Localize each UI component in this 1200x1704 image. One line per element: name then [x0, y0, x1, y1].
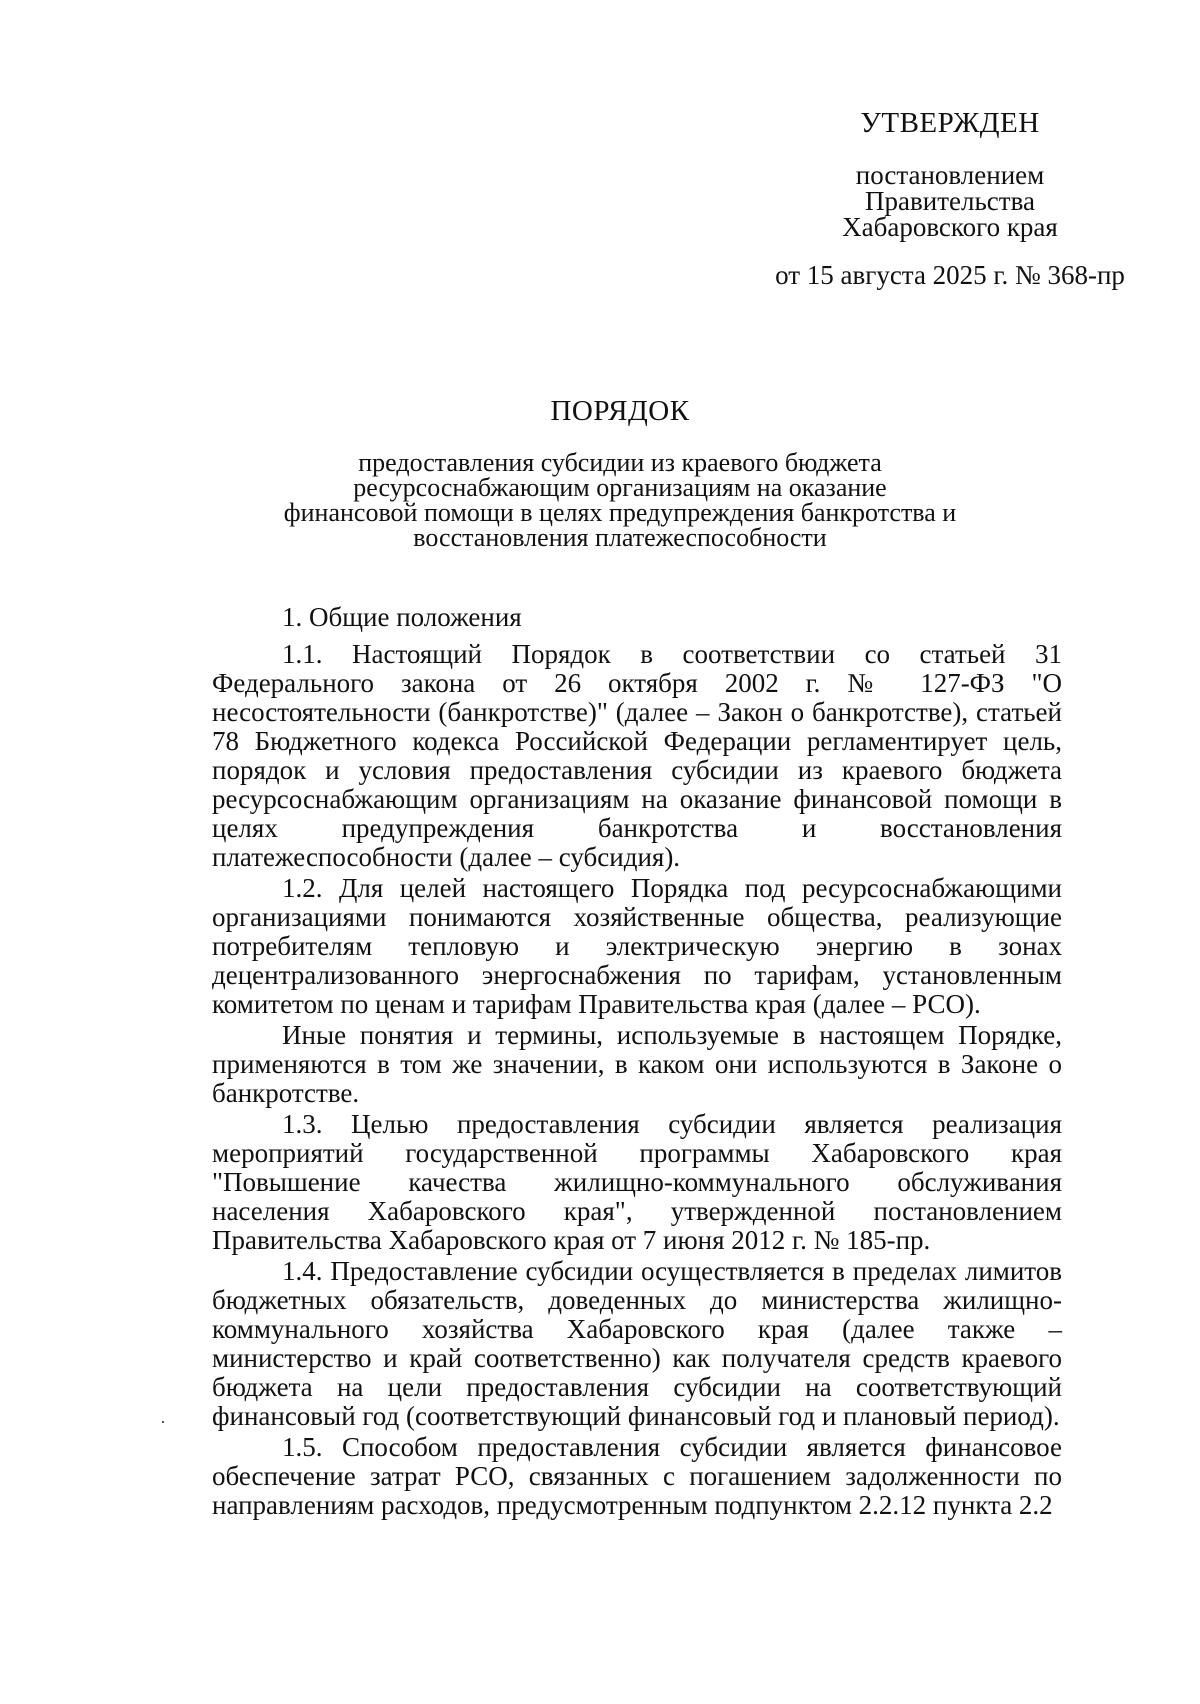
paragraph-terms: Иные понятия и термины, используемые в настоящем Порядке, применяются в том же значении, в каком они используются в Законе о банкротстве. — [212, 1020, 1062, 1108]
document-subtitle: предоставления субсидии из краевого бюджета ресурсоснабжающим организациям на оказание финансовой помощи в целях предупреждения банкротства и восстановления платежеспособности — [283, 448, 957, 552]
document-title: ПОРЯДОК — [550, 395, 690, 427]
paragraph-1-2: 1.2. Для целей настоящего Порядка под ресурсоснабжающими организациями понимаются хозяйственные общества, реализующие потребителям тепловую и электрическую энергию в зонах децентрализованного энергоснабжения по тарифам, установленным комитетом по ценам и тарифам Правительства края (далее – РСО). — [212, 873, 1062, 1019]
approval-line-3: Хабаровского края — [842, 212, 1058, 242]
approval-line-2: Правительства — [865, 186, 1035, 216]
paragraph-1-4: 1.4. Предоставление субсидии осуществляется в пределах лимитов бюджетных обязательств, доведенных до министерства жилищно-коммунального хозяйства Хабаровского края (далее также – министерство и край соответственно) как получателя средств краевого бюджета на цели предоставления субсидии на соответствующий финансовый год (соответствующий финансовый год и плановый период). — [212, 1256, 1062, 1431]
document-body — [212, 603, 1062, 1520]
approval-heading: УТВЕРЖДЕН — [860, 107, 1040, 139]
paragraph-1-1: 1.1. Настоящий Порядок в соответствии со статьей 31 Федерального закона от 26 октября 2002 г. № 127-ФЗ "О несостоятельности (банкротстве)" (далее – Закон о банкротстве), статьей 78 Бюджетного кодекса Российской Федерации регламентирует цель, порядок и условия предоставления субсидии из краевого бюджета ресурсоснабжающим организациям на оказание финансовой помощи в целях предупреждения банкротства и восстановления платежеспособности (далее – субсидия). — [212, 639, 1062, 872]
approval-stamp-block — [760, 107, 1140, 290]
paragraph-1-3: 1.3. Целью предоставления субсидии является реализация мероприятий государственной программы Хабаровского края "Повышение качества жилищно-коммунального обслуживания населения Хабаровского края", утвержденной постановлением Правительства Хабаровского края от 7 июня 2012 г. № 185-пр. — [212, 1109, 1062, 1255]
approval-date: от 15 августа 2025 г. № 368-пр — [775, 260, 1125, 290]
document-title-block — [230, 395, 1010, 550]
approval-line-1: постановлением — [855, 160, 1045, 190]
section-heading: 1. Общие положения — [282, 602, 522, 632]
scan-speck — [162, 1421, 164, 1423]
paragraph-1-5: 1.5. Способом предоставления субсидии является финансовое обеспечение затрат РСО, связанных с погашением задолженности по направлениям расходов, предусмотренным подпунктом 2.2.12 пункта 2.2 — [212, 1432, 1062, 1520]
